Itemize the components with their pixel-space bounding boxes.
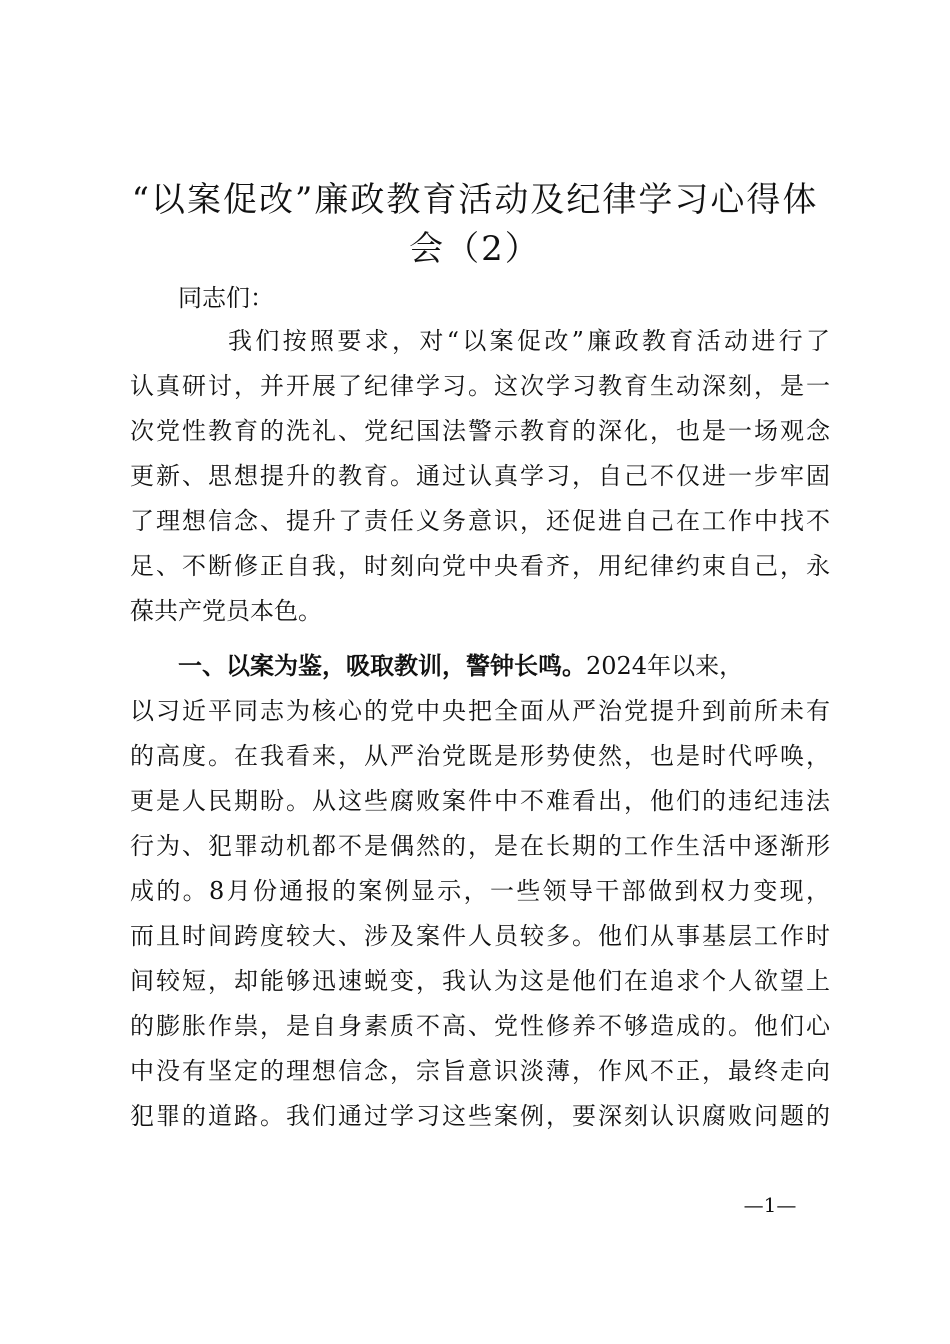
- section-1-line-9: 的膨胀作祟，是自身素质不高、党性修养不够造成的。他们心: [130, 1012, 830, 1040]
- paragraph-1-line-1: 我们按照要求，对“以案促改”廉政教育活动进行了: [228, 327, 830, 355]
- salutation: 同志们：: [178, 284, 274, 312]
- paragraph-1-line-2: 认真研讨，并开展了纪律学习。这次学习教育生动深刻，是一: [130, 372, 830, 400]
- document-title-line-2: 会（2）: [409, 229, 541, 269]
- page-number: —1—: [743, 1193, 797, 1217]
- section-1-line-11: 犯罪的道路。我们通过学习这些案例，要深刻认识腐败问题的: [130, 1102, 830, 1130]
- paragraph-1-line-7: 葆共产党员本色。: [130, 597, 322, 625]
- section-1-first-line-text: 2024年以来，: [586, 652, 744, 680]
- section-1-line-4: 更是人民期盼。从这些腐败案件中不难看出，他们的违纪违法: [130, 787, 830, 815]
- paragraph-1-line-4: 更新、思想提升的教育。通过认真学习，自己不仅进一步牢固: [130, 462, 830, 490]
- section-1-line-8: 间较短，却能够迅速蜕变，我认为这是他们在追求个人欲望上: [130, 967, 830, 995]
- section-1-line-10: 中没有坚定的理想信念，宗旨意识淡薄，作风不正，最终走向: [130, 1057, 830, 1085]
- section-1-line-5: 行为、犯罪动机都不是偶然的，是在长期的工作生活中逐渐形: [130, 832, 830, 860]
- paragraph-1-line-5: 了理想信念、提升了责任义务意识，还促进自己在工作中找不: [130, 507, 830, 535]
- section-1-first-line: [178, 646, 830, 686]
- paragraph-1-line-6: 足、不断修正自我，时刻向党中央看齐，用纪律约束自己，永: [130, 552, 830, 580]
- section-1-line-2: 以习近平同志为核心的党中央把全面从严治党提升到前所未有: [130, 697, 830, 725]
- section-1-line-6: 成的。8月份通报的案例显示，一些领导干部做到权力变现，: [130, 877, 830, 905]
- section-1-line-7: 而且时间跨度较大、涉及案件人员较多。他们从事基层工作时: [130, 922, 830, 950]
- section-1-line-3: 的高度。在我看来，从严治党既是形势使然，也是时代呼唤，: [130, 742, 830, 770]
- paragraph-1-line-3: 次党性教育的洗礼、党纪国法警示教育的深化，也是一场观念: [130, 417, 830, 445]
- document-title-line-1: “以案促改”廉政教育活动及纪律学习心得体: [131, 180, 819, 220]
- section-1-heading: 一、以案为鉴，吸取教训，警钟长鸣。: [178, 651, 586, 680]
